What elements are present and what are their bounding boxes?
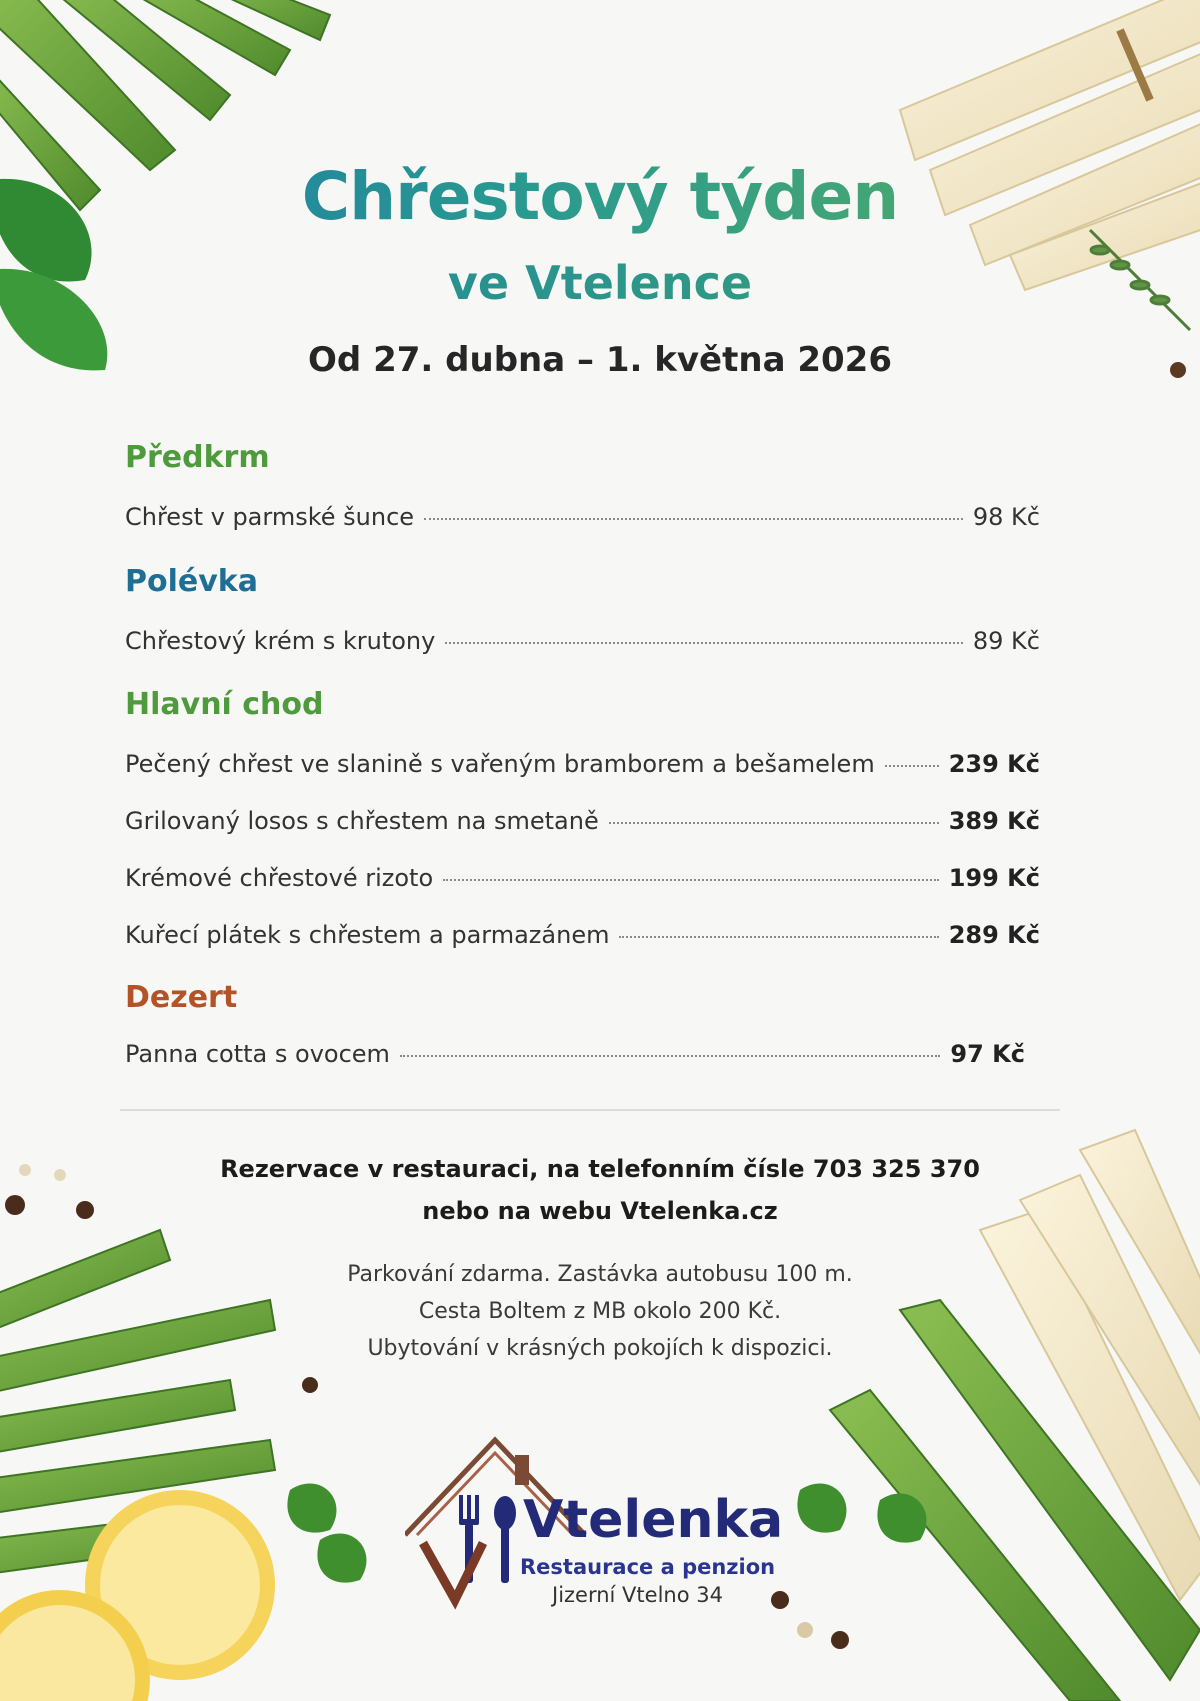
menu-item-price: 97 Kč [950,1040,1025,1068]
brand-address: Jizerní Vtelno 34 [552,1583,723,1607]
brand-tagline: Restaurace a penzion [520,1555,776,1579]
leader-dots [400,1055,940,1057]
menu-item [125,864,1040,892]
menu-item [125,807,1040,835]
menu-item-price: 289 Kč [948,921,1040,949]
leader-dots [445,642,963,644]
spoon-icon [494,1496,516,1583]
menu-item-name: Grilovaný losos s chřestem na smetaně [125,807,599,835]
leader-dots [619,936,938,938]
divider [120,1109,1060,1111]
menu-item-name: Panna cotta s ovocem [125,1040,390,1068]
menu-item [125,750,1040,778]
page-subtitle: ve Vtelence [0,256,1200,310]
menu-item-name: Chřest v parmské šunce [125,503,415,531]
leader-dots [443,879,939,881]
menu-item-name: Krémové chřestové rizoto [125,864,434,892]
section-title-hlavni-chod: Hlavní chod [125,687,324,722]
brand-name: Vtelenka [523,1490,784,1550]
menu-item [125,1040,1025,1068]
reservation-info [0,1148,1200,1232]
info-line-3: Ubytování v krásných pokojích k dispozici. [367,1336,833,1361]
event-dates: Od 27. dubna – 1. května 2026 [308,340,892,380]
section-title-dezert: Dezert [125,980,238,1015]
menu-item-price: 199 Kč [948,864,1040,892]
menu-item-name: Chřestový krém s krutony [125,627,436,655]
leader-dots [424,518,963,520]
menu-item-price: 98 Kč [972,503,1040,531]
menu-item-price: 89 Kč [972,627,1040,655]
leader-dots [609,822,939,824]
leader-dots [885,765,939,767]
menu-item [125,921,1040,949]
menu-item [125,627,1040,655]
menu-item-name: Pečený chřest ve slanině s vařeným bramborem a bešamelem [125,750,875,778]
menu-item-price: 389 Kč [948,807,1040,835]
reservation-line-1: Rezervace v restauraci, na telefonním čísle 703 325 370 [220,1155,980,1183]
section-title-predkrm: Předkrm [125,440,270,475]
parsley-bottom-left [287,1484,366,1583]
v-mark-icon [423,1543,483,1600]
menu-item [125,503,1040,531]
lemon-slices-bottom-left [0,1490,275,1701]
white-asparagus-top-right [900,0,1200,290]
menu-item-price: 239 Kč [948,750,1040,778]
info-line-2: Cesta Boltem z MB okolo 200 Kč. [418,1299,782,1324]
section-title-polevka: Polévka [125,564,258,599]
menu-item-name: Kuřecí plátek s chřestem a parmazánem [125,921,610,949]
info-line-1: Parkování zdarma. Zastávka autobusu 100 m. [347,1262,853,1287]
practical-info [0,1256,1200,1367]
page-title: Chřestový týden [0,158,1200,235]
reservation-line-2: nebo na webu Vtelenka.cz [422,1197,778,1225]
